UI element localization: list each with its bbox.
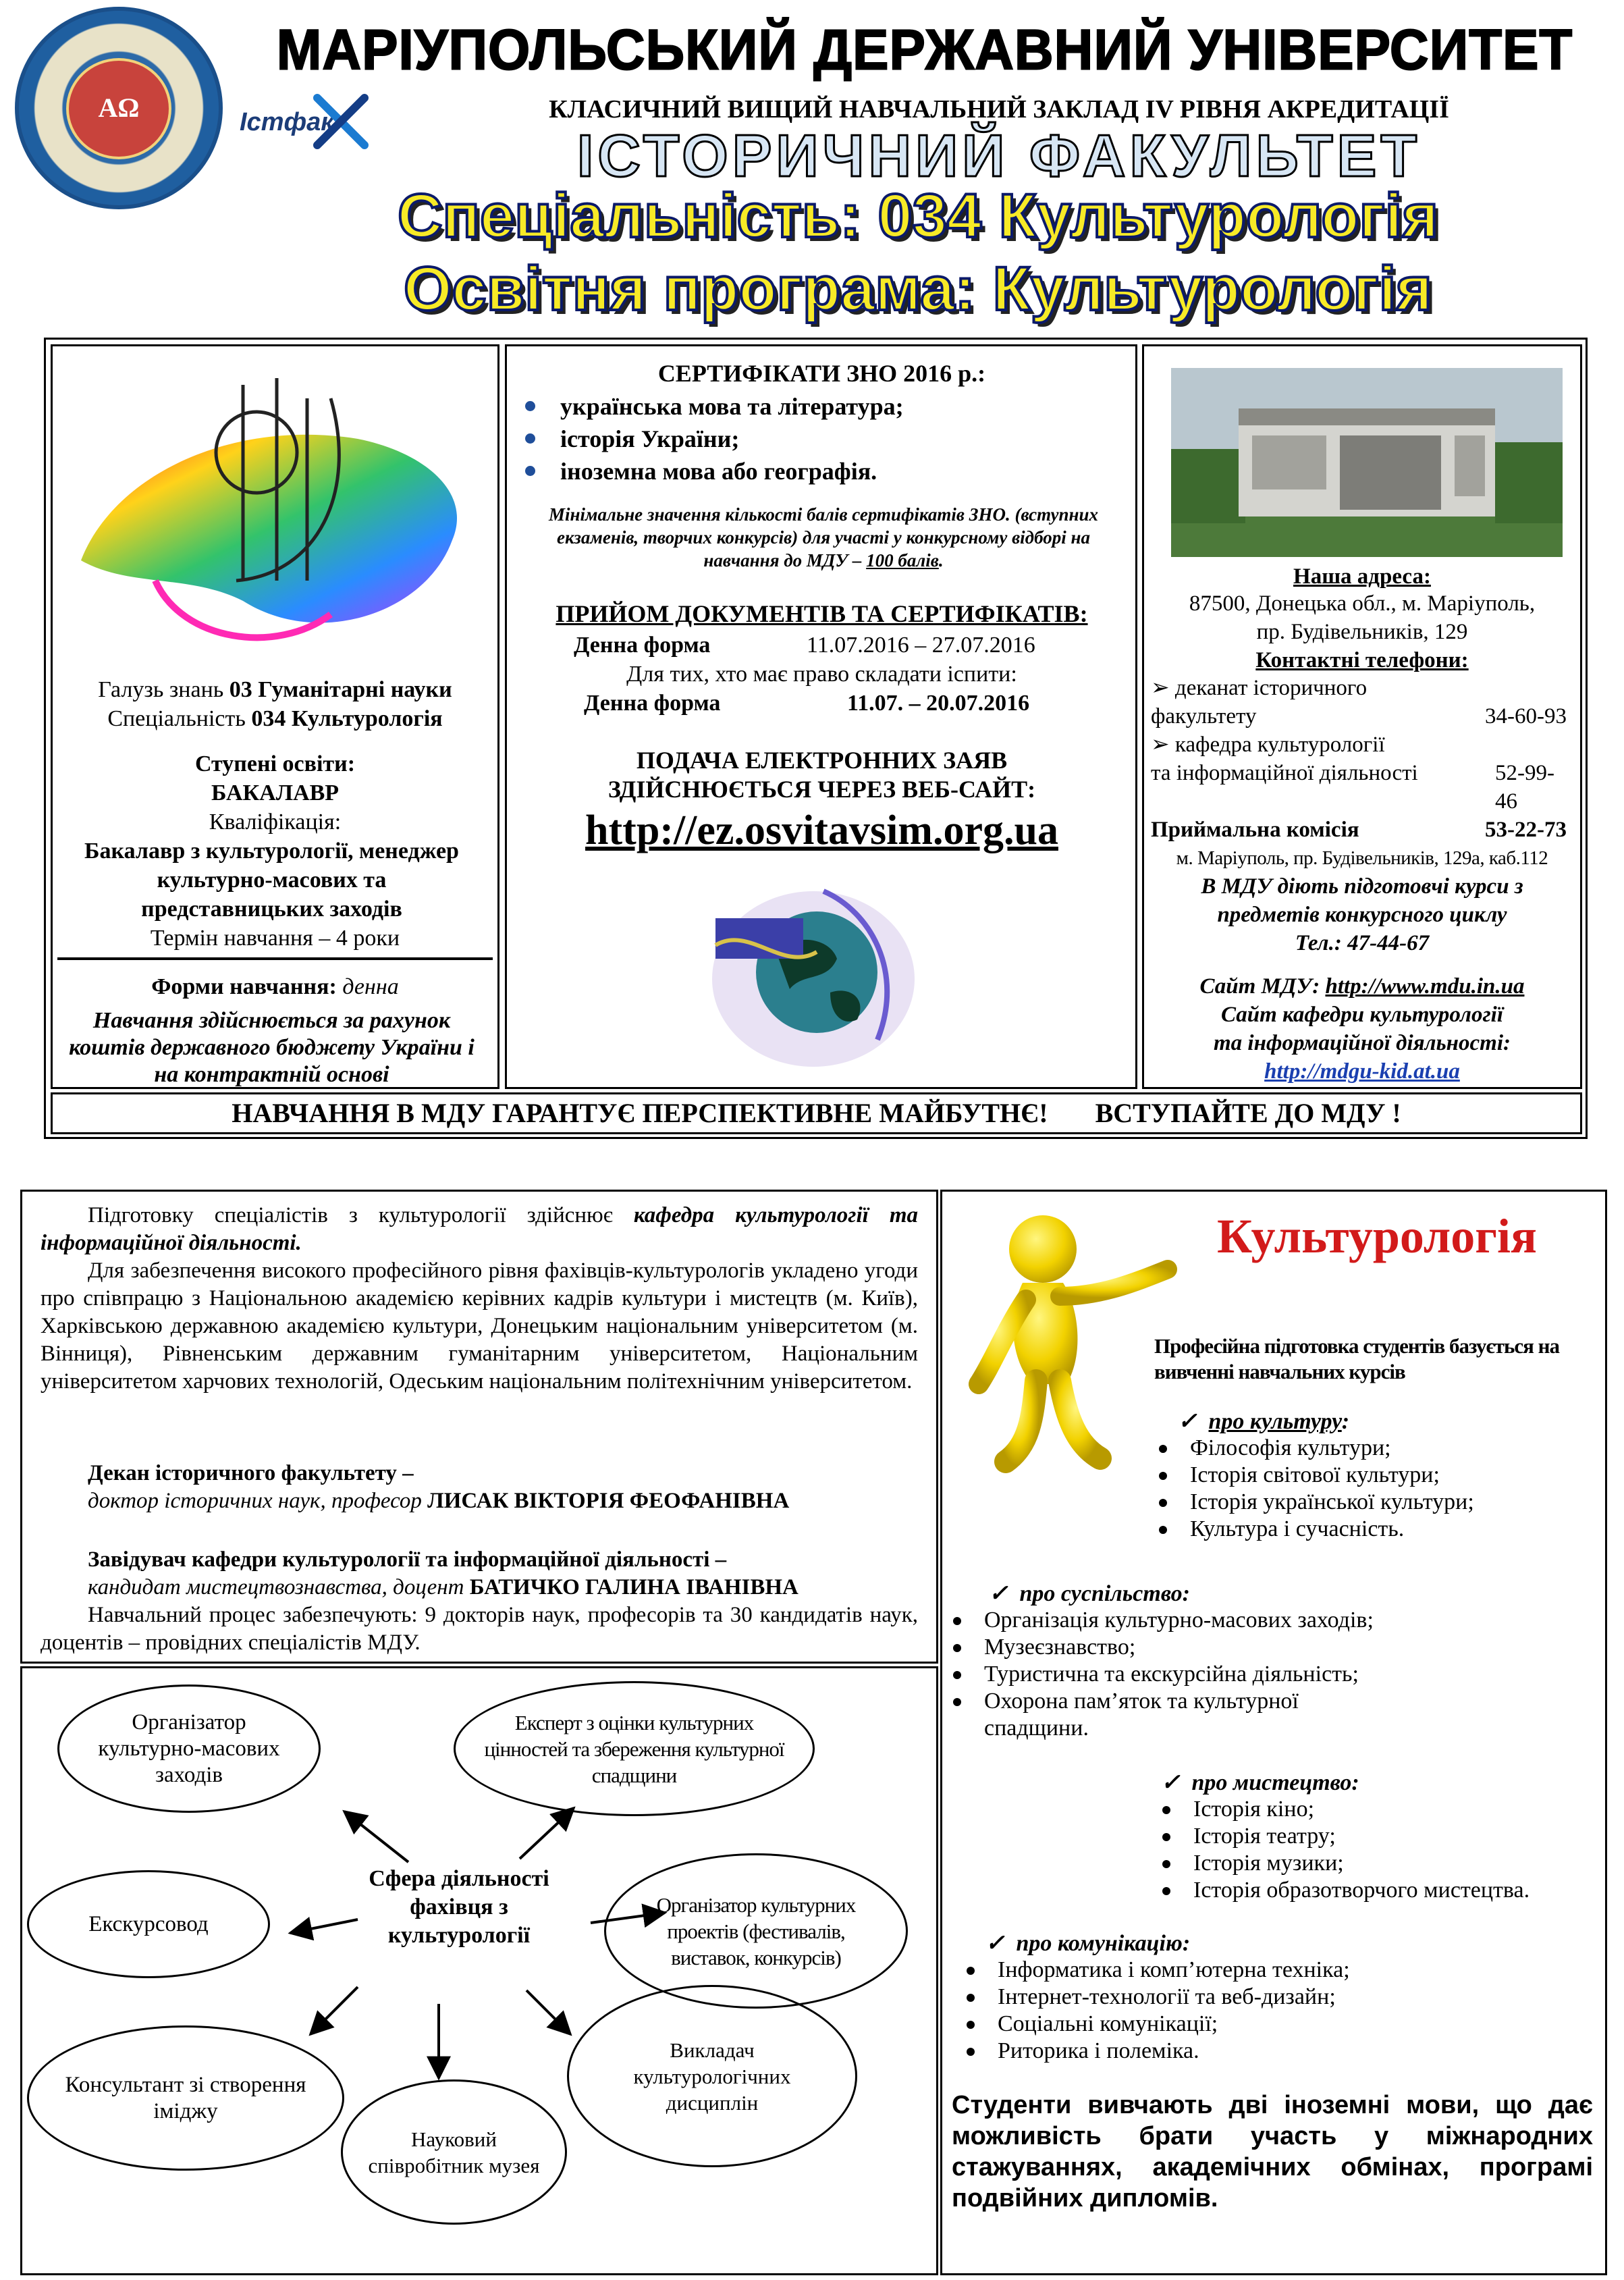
istfak-x-icon bbox=[310, 91, 371, 152]
dept-site-line-2: та інформаційної діяльності: bbox=[1214, 1031, 1511, 1055]
study-term: Термін навчання – 4 роки bbox=[150, 926, 400, 951]
courses-line-1: В МДУ діють підготовчі курси з bbox=[1201, 874, 1523, 899]
diagram-node: Екскурсовод bbox=[27, 1870, 270, 1978]
list-item: Соціальні комунікації; bbox=[958, 2011, 1350, 2038]
diagram-node: Експерт з оцінки культурних цінностей та збереження культурної спадщини bbox=[454, 1681, 815, 1816]
list-item: Культура і сучасність. bbox=[1151, 1516, 1474, 1543]
min-score-note: Мінімальне значення кількості балів сертифікатів ЗНО. (вступних екзаменів, творчих конкурсів) для участі у конкурсному відборі на навчання до МДУ – 100 балів. bbox=[549, 504, 1098, 571]
diagram-node: Організатор культурних проектів (фестивалів, виставок, конкурсів) bbox=[604, 1853, 908, 2009]
certificates-title: СЕРТИФІКАТИ ЗНО 2016 р.: bbox=[657, 360, 986, 387]
about-paragraph-1: Підготовку спеціалістів з культурології здійснює кафедра культурології та інформаційної діяльності. bbox=[40, 1203, 918, 1255]
phone-dean: ➢ деканат історичного bbox=[1151, 676, 1368, 700]
diagram-center: Сфера діяльності фахівця з культурології bbox=[369, 1866, 549, 1948]
slogan-banner: НАВЧАННЯ В МДУ ГАРАНТУЄ ПЕРСПЕКТИВНЕ МАЙБУТНЄ! ВСТУПАЙТЕ ДО МДУ ! bbox=[51, 1092, 1582, 1134]
university-site-link[interactable]: http://www.mdu.in.ua bbox=[1325, 974, 1525, 999]
list-item: Історія образотворчого мистецтва. bbox=[1154, 1877, 1530, 1904]
list-item: Філософія культури; bbox=[1151, 1435, 1474, 1462]
culturology-logo-art bbox=[74, 358, 479, 668]
dept-site-link[interactable]: http://mdgu-kid.at.ua bbox=[1264, 1059, 1460, 1084]
list-item: Інтернет-технології та веб-дизайн; bbox=[958, 1984, 1350, 2011]
degree-value: БАКАЛАВР bbox=[211, 780, 340, 805]
checkmark-icon: ✓ bbox=[1161, 1770, 1186, 1795]
address-label: Наша адреса: bbox=[1293, 564, 1431, 589]
divider bbox=[57, 957, 493, 960]
list-item: Історія театру; bbox=[1154, 1823, 1530, 1850]
list-item: Охорона пам’яток та культурної спадщини. bbox=[945, 1688, 1403, 1742]
list-item: українська мова та література; bbox=[520, 390, 1127, 423]
checkmark-icon: ✓ bbox=[989, 1581, 1014, 1606]
phones-label: Контактні телефони: bbox=[1255, 648, 1469, 672]
group-heading: ✓ про комунікацію: bbox=[985, 1931, 1191, 1956]
diagram-node: Викладач культурологічних дисциплін bbox=[567, 1985, 857, 2167]
phone-dean-number: факультету 34-60-93 bbox=[1151, 704, 1567, 728]
admissions-address: м. Маріуполь, пр. Будівельників, 129а, каб.112 bbox=[1176, 847, 1548, 869]
university-title: МАРІУПОЛЬСЬКИЙ ДЕРЖАВНИЙ УНІВЕРСИТЕТ bbox=[276, 18, 1573, 82]
course-group-society bbox=[985, 1580, 1404, 1742]
arrow-icon: ➢ bbox=[1151, 676, 1175, 700]
electronic-applications-link[interactable]: http://ez.osvitavsim.org.ua bbox=[585, 807, 1058, 853]
list-item: Музеєзнавство; bbox=[945, 1634, 1404, 1661]
course-group-art bbox=[1161, 1769, 1530, 1904]
dept-site-line-1: Сайт кафедри культурології bbox=[1220, 1003, 1504, 1027]
university-site: Сайт МДУ: http://www.mdu.in.ua bbox=[1199, 974, 1525, 999]
accreditation-line: КЛАСИЧНИЙ ВИЩИЙ НАВЧАЛЬНИЙ ЗАКЛАД IV РІВНЯ АКРЕДИТАЦІЇ bbox=[549, 95, 1449, 124]
admissions-committee: Приймальна комісія 53-22-73 bbox=[1151, 818, 1567, 842]
faculty-title: ІСТОРИЧНИЙ ФАКУЛЬТЕТ bbox=[576, 122, 1422, 189]
group-heading: ✓ про культуру: bbox=[1178, 1409, 1350, 1434]
arrow-icon: ➢ bbox=[1151, 733, 1175, 757]
specialty-title: Спеціальність: 034 Культурологія bbox=[397, 182, 1439, 250]
checkmark-icon: ✓ bbox=[985, 1931, 1010, 1956]
specialty-line: Спеціальність 034 Культурологія bbox=[107, 706, 443, 731]
head-title: Завідувач кафедри культурології та інформаційної діяльності – bbox=[88, 1547, 727, 1572]
istfak-logo-text: Істфак bbox=[240, 108, 334, 136]
globe-icon bbox=[702, 871, 925, 1073]
qualification-label: Кваліфікація: bbox=[209, 810, 342, 834]
kulturology-intro: Професійна підготовка студентів базується на вивченні навчальних курсів bbox=[1154, 1334, 1559, 1383]
seal-emblem: ΑΩ bbox=[66, 58, 171, 159]
list-item: історія України; bbox=[520, 423, 1127, 455]
qualification-value: Бакалавр з культурології, менеджер культурно-масових та представницьких заходів bbox=[84, 839, 459, 922]
university-seal bbox=[15, 7, 223, 209]
list-item: Історія музики; bbox=[1154, 1850, 1530, 1877]
istfak-logo bbox=[240, 84, 378, 152]
courses-phone: Тел.: 47-44-67 bbox=[1295, 931, 1430, 955]
study-forms: Форми навчання: денна bbox=[151, 974, 399, 999]
admission-title: ПРИЙОМ ДОКУМЕНТІВ ТА СЕРТИФІКАТІВ: bbox=[556, 600, 1088, 627]
phone-dept-number: та інформаційної діяльності 52-99-46 bbox=[1151, 761, 1554, 814]
university-building-photo bbox=[1171, 368, 1563, 557]
list-item: Історія української культури; bbox=[1151, 1489, 1474, 1516]
group-heading: ✓ про суспільство: bbox=[989, 1581, 1190, 1606]
diagram-node: Науковий співробітник музея bbox=[341, 2079, 567, 2225]
phone-dept: ➢ кафедра культурології bbox=[1151, 733, 1385, 757]
list-item: Риторика і полеміка. bbox=[958, 2038, 1350, 2065]
diagram-node: Консультант зі створення іміджу bbox=[27, 2025, 344, 2171]
list-item: Організація культурно-масових заходів; bbox=[945, 1607, 1404, 1634]
address-line-1: 87500, Донецька обл., м. Маріуполь, bbox=[1189, 591, 1536, 616]
courses-line-2: предметів конкурсного циклу bbox=[1217, 903, 1507, 927]
list-item: Туристична та екскурсійна діяльність; bbox=[945, 1661, 1404, 1688]
funding-note: Навчання здійснюється за рахунок коштів державного бюджету України і на контрактній основі bbox=[69, 1008, 475, 1087]
group-heading: ✓ про мистецтво: bbox=[1161, 1770, 1359, 1795]
program-title: Освітня програма: Культурологія bbox=[404, 255, 1432, 323]
list-item: іноземна мова або географія. bbox=[520, 455, 1127, 487]
dean-title: Декан історичного факультету – bbox=[88, 1461, 414, 1485]
kulturology-title: Культурологія bbox=[1217, 1209, 1537, 1263]
electronic-line-2: ЗДІЙСНЮЄТЬСЯ ЧЕРЕЗ ВЕБ-САЙТ: bbox=[607, 776, 1036, 803]
about-paragraph-2: Для забезпечення високого професійного рівня фахівців-культурологів укладено угоди про співпрацю з Національною академією керівних кадрів культури і мистецтв (м. Київ), Харківською державною академією культури, Донецьким національним університетом (м. Вінниця), Рівненським державним гуманітарним університетом, Національним університетом харчових технологій, Одеським національним політехнічним університетом. bbox=[40, 1258, 918, 1394]
course-group-culture bbox=[1178, 1408, 1474, 1543]
languages-note: Студенти вивчають дві іноземні мови, що дає можливість брати участь у міжнародних стажуваннях, академічних обмінах, програмі подвійних дипломів. bbox=[952, 2091, 1593, 2212]
list-item: Інформатика і комп’ютерна техніка; bbox=[958, 1957, 1350, 1984]
exam-note: Для тих, хто має право складати іспити: bbox=[626, 662, 1017, 687]
checkmark-icon: ✓ bbox=[1178, 1409, 1203, 1434]
electronic-line-1: ПОДАЧА ЕЛЕКТРОННИХ ЗАЯВ bbox=[636, 747, 1008, 774]
list-item: Історія кіно; bbox=[1154, 1796, 1530, 1823]
zno-subjects-list bbox=[520, 390, 1127, 487]
list-item: Історія світової культури; bbox=[1151, 1462, 1474, 1489]
staff-info: Навчальний процес забезпечують: 9 докторів наук, професорів та 30 кандидатів наук, доцентів – провідних спеціалістів МДУ. bbox=[40, 1603, 918, 1655]
field-of-knowledge: Галузь знань 03 Гуманітарні науки bbox=[98, 677, 452, 702]
diagram-node: Організатор культурно-масових заходів bbox=[57, 1685, 321, 1813]
address-line-2: пр. Будівельників, 129 bbox=[1256, 620, 1468, 644]
degrees-label: Ступені освіти: bbox=[194, 751, 356, 776]
head-info: кандидат мистецтвознавства, доцент БАТИЧКО ГАЛИНА ІВАНІВНА bbox=[88, 1575, 799, 1599]
course-group-communication bbox=[985, 1930, 1350, 2065]
dean-info: доктор історичних наук, професор ЛИСАК ВІКТОРІЯ ФЕОФАНІВНА bbox=[88, 1489, 790, 1513]
